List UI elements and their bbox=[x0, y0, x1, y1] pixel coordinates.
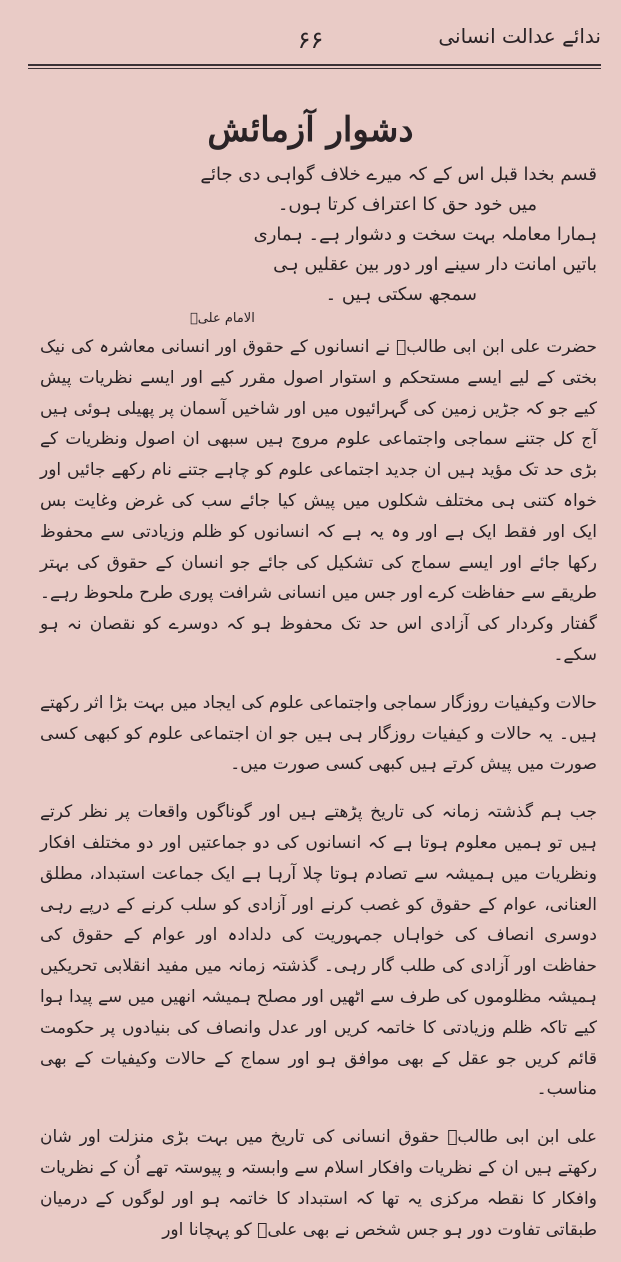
paragraph: حالات وکیفیات روزگار سماجی واجتماعی علوم کی ایجاد میں بہت بڑا اثر رکھتے ہیں۔ یہ حالات و کیفیات روزگار ہی ہیں جو ان اجتماعی علوم کو کبھی کسی صورت میں پیش کرتے ہیں کبھی کسی صورت میں۔ bbox=[40, 692, 597, 775]
chapter-title: دشوار آزمائش bbox=[207, 110, 414, 150]
running-book-title: ندائے عدالت انسانی bbox=[438, 24, 601, 48]
page-body bbox=[40, 160, 597, 1262]
paragraph: جب ہم گذشتہ زمانہ کی تاریخ پڑھتے ہیں اور گوناگوں واقعات پر نظر کرتے ہیں تو ہمیں معلوم ہوتا ہے کہ انسانوں کی دو جماعتیں اور دو مختلف افکار ونظریات میں ہمیشہ سے تصادم ہوتا چلا آرہا ہے ایک جماعت استبداد، مطلق العنانی، عوام کے حقوق کو غصب کرنے اور آزادی کو سلب کرنے کے درپے رہی دوسری انصاف کی خواہاں جمہوریت کی دلدادہ اور عوام کے حقوق کی حفاظت اور آزادی کی طلب گار رہی۔ گذشتہ زمانہ میں مفید انقلابی تحریکیں ہمیشہ مظلوموں کی طرف سے اٹھیں اور مصلح ہمیشہ انھیں میں سے پیدا ہوا کیے تاکہ ظلم وزیادتی کا خاتمہ کریں اور عدل وانصاف کی بنیادوں پر حکومت قائم کریں جو عقل کے بھی موافق ہو اور سماج کے حالات وکیفیات کے بھی مناسب۔ bbox=[40, 802, 597, 1100]
quote-reference: الامام علیؑ bbox=[190, 311, 255, 326]
paragraph: علی ابن ابی طالبؑ حقوق انسانی کی تاریخ میں بہت بڑی منزلت اور شان رکھتے ہیں ان کے نظریات وافکار اسلام سے وابستہ و پیوستہ تھے اُن کے نظریات وافکار کا نقطہ مرکزی یہ تھا کہ استبداد کا خاتمہ ہو اور لوگوں کے درمیان طبقاتی تفاوت دور ہو جس شخص نے بھی علیؑ کو پہچانا اور bbox=[40, 1127, 597, 1240]
page-number: ۶۶ bbox=[297, 26, 324, 54]
intro-line: باتیں امانت دار سینے اور دور بین عقلیں ہی bbox=[273, 254, 597, 275]
page-header bbox=[20, 22, 601, 62]
intro-line: میں خود حق کا اعتراف کرتا ہوں۔ bbox=[277, 194, 537, 215]
intro-line: ہمارا معاملہ بہت سخت و دشوار ہے۔ ہماری bbox=[253, 224, 597, 245]
intro-line: سمجھ سکتی ہیں ۔ bbox=[325, 284, 477, 305]
intro-line: قسم بخدا قبل اس کے کہ میرے خلاف گواہی دی جائے bbox=[200, 164, 597, 185]
header-rule-thin bbox=[28, 68, 601, 69]
paragraph: حضرت علی ابن ابی طالبؑ نے انسانوں کے حقوق اور انسانی معاشرہ کی نیک بختی کے لیے ایسے مستحکم و استوار اصول مقرر کیے اور ایسے نظریات پیش کیے جو کہ جڑیں زمین کی گہرائیوں میں اور شاخیں آسمان پر پھیلی ہوئی ہیں آج کل جتنے سماجی واجتماعی علوم مروج ہیں سبھی ان اصول ونظریات کے بڑی حد تک مؤید ہیں ان جدید اجتماعی علوم کو چاہے جتنے نام رکھے جائیں اور خواہ کتنی ہی مختلف شکلوں میں پیش کیا جائے سب کی غرض وغایت بس ایک اور فقط ایک ہے اور وہ یہ ہے کہ انسانوں کو ظلم وزیادتی سے محفوظ رکھا جائے اور ایسے سماج کی تشکیل کی جائے جو انسان کے حقوق کی بہتر طریقے سے حفاظت کرے اور جس میں انسانی شرافت پوری طرح ملحوظ رہے۔ گفتار وکردار کی آزادی اس حد تک محفوظ ہو کہ دوسرے کو نقصان نہ ہو سکے۔ bbox=[40, 337, 597, 665]
header-rule bbox=[28, 64, 601, 66]
